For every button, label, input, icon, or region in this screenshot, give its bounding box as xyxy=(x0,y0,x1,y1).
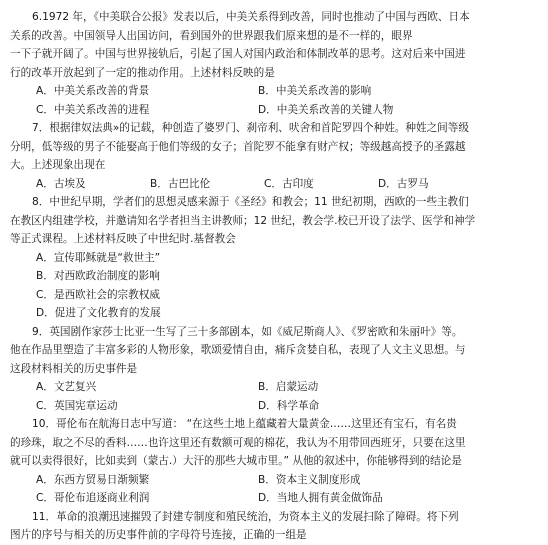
option-d: D．中美关系改善的关键人物 xyxy=(258,103,394,116)
question-7 xyxy=(10,119,540,193)
option-a: A．古埃及 xyxy=(36,177,86,190)
option-row xyxy=(10,101,540,120)
question-stem-line: 大。上述现象出现在 xyxy=(10,159,106,171)
question-stem-line: 的珍珠，取之不尽的香料……也许这里还有数额可观的棉花，我认为不用带回西班牙，只要在这里 xyxy=(10,436,466,449)
option-row xyxy=(10,471,540,490)
option-c: C．是西欧社会的宗教权威 xyxy=(36,288,160,301)
question-stem-line: 7．根据律奴法典»的记载，种创造了婆罗门、刹帝利、吠舍和首陀罗四个种姓。种姓之间等级 xyxy=(32,122,469,134)
option-row xyxy=(10,249,540,268)
question-stem-line: 图片的序号与相关的历史事件前的字母符号连接，正确的一组是 xyxy=(10,529,307,541)
question-10 xyxy=(10,415,540,508)
option-a: A．东西方贸易日渐频繁 xyxy=(36,473,150,486)
question-stem-line: 一下子就开阔了。中国与世界接轨后，引起了国人对国内政治和体制改革的思考。这对后来中国进 xyxy=(10,48,466,60)
option-d: D．古罗马 xyxy=(378,177,429,190)
question-6 xyxy=(10,8,540,119)
option-d: D．当地人拥有黄金做饰品 xyxy=(258,492,383,504)
question-stem-line: 9．英国剧作家莎士比亚一生写了三十多部剧本，如《威尼斯商人》、《罗密欧和朱丽叶》等。 xyxy=(32,325,463,338)
option-b: B．启蒙运动 xyxy=(258,381,319,393)
question-11 xyxy=(10,508,540,545)
question-9 xyxy=(10,323,540,416)
option-row xyxy=(10,397,540,416)
option-a: A．文艺复兴 xyxy=(36,381,97,393)
option-c: C．哥伦布追逐商业利润 xyxy=(36,492,150,504)
option-d: D．促进了文化教育的发展 xyxy=(36,307,161,319)
question-stem-line: 在教区内组建学校，并邀请知名学者担当主讲教师；12 世纪，教会学.校已开设了法学、医学和神学 xyxy=(10,214,476,227)
question-stem-line: 11．革命的浪潮迅速摧毁了封建专制度和殖民统治，为资本主义的发展扫除了障碍。将下列 xyxy=(32,510,459,523)
option-row xyxy=(10,175,540,194)
option-d: D．科学革命 xyxy=(258,399,320,412)
question-stem-line: 6.1972 年，《中美联合公报》发表以后，中美关系得到改善，同时也推动了中国与西欧、日本 xyxy=(32,11,470,23)
option-row xyxy=(10,267,540,286)
option-c: C．古印度 xyxy=(264,177,314,190)
option-row xyxy=(10,286,540,305)
option-row xyxy=(10,82,540,101)
option-b: B．资本主义制度形成 xyxy=(258,473,361,486)
question-8 xyxy=(10,193,540,323)
question-stem-line: 分明，低等级的男子不能娶高于他们等级的女子；首陀罗不能拿有财产权；等级越高授予的圣露越 xyxy=(10,140,466,153)
question-stem-line: 8．中世纪早期，学者们的思想灵感来源于《圣经》和教会；11 世纪初期，西欧的一些主教们 xyxy=(32,196,469,208)
option-row xyxy=(10,304,540,323)
option-a: A．宣传耶稣就是“救世主” xyxy=(36,251,161,264)
option-b: B．对西欧政治制度的影响 xyxy=(36,270,160,282)
option-a: A．中美关系改善的背景 xyxy=(36,85,150,97)
option-c: C．中美关系改善的进程 xyxy=(36,103,150,116)
question-stem-line: 10．哥伦布在航海日志中写道： “在这些土地上蕴藏着大量黄金……这里还有宝石，有名贵 xyxy=(32,418,457,430)
option-b: B．古巴比伦 xyxy=(150,177,211,190)
option-b: B．中美关系改善的影响 xyxy=(258,85,372,97)
question-stem-line: 等正式课程。上述材料反映了中世纪时.基督教会 xyxy=(10,233,236,245)
option-c: C．英国宪章运动 xyxy=(36,399,118,412)
question-stem-line: 行的改革开放起到了一定的推动作用。上述材料反映的是 xyxy=(10,66,275,79)
question-stem-line: 他在作品里塑造了丰富多彩的人物形象，歌颂爱情自由，痛斥贪婪自私，表现了人文主义思想。与 xyxy=(10,344,466,356)
question-stem-line: 关系的改善。中国领导人出国访问，看到国外的世界跟我们原来想的是不一样的，眼界 xyxy=(10,29,413,42)
option-row xyxy=(10,378,540,397)
question-stem-line: 这段材料相关的历史事件是 xyxy=(10,362,138,375)
option-row xyxy=(10,489,540,508)
question-stem-line: 就可以卖得很好，比如卖到（蒙古.）大汗的那些大城市里。” 从他的叙述中，你能够得到的结论是 xyxy=(10,455,462,467)
